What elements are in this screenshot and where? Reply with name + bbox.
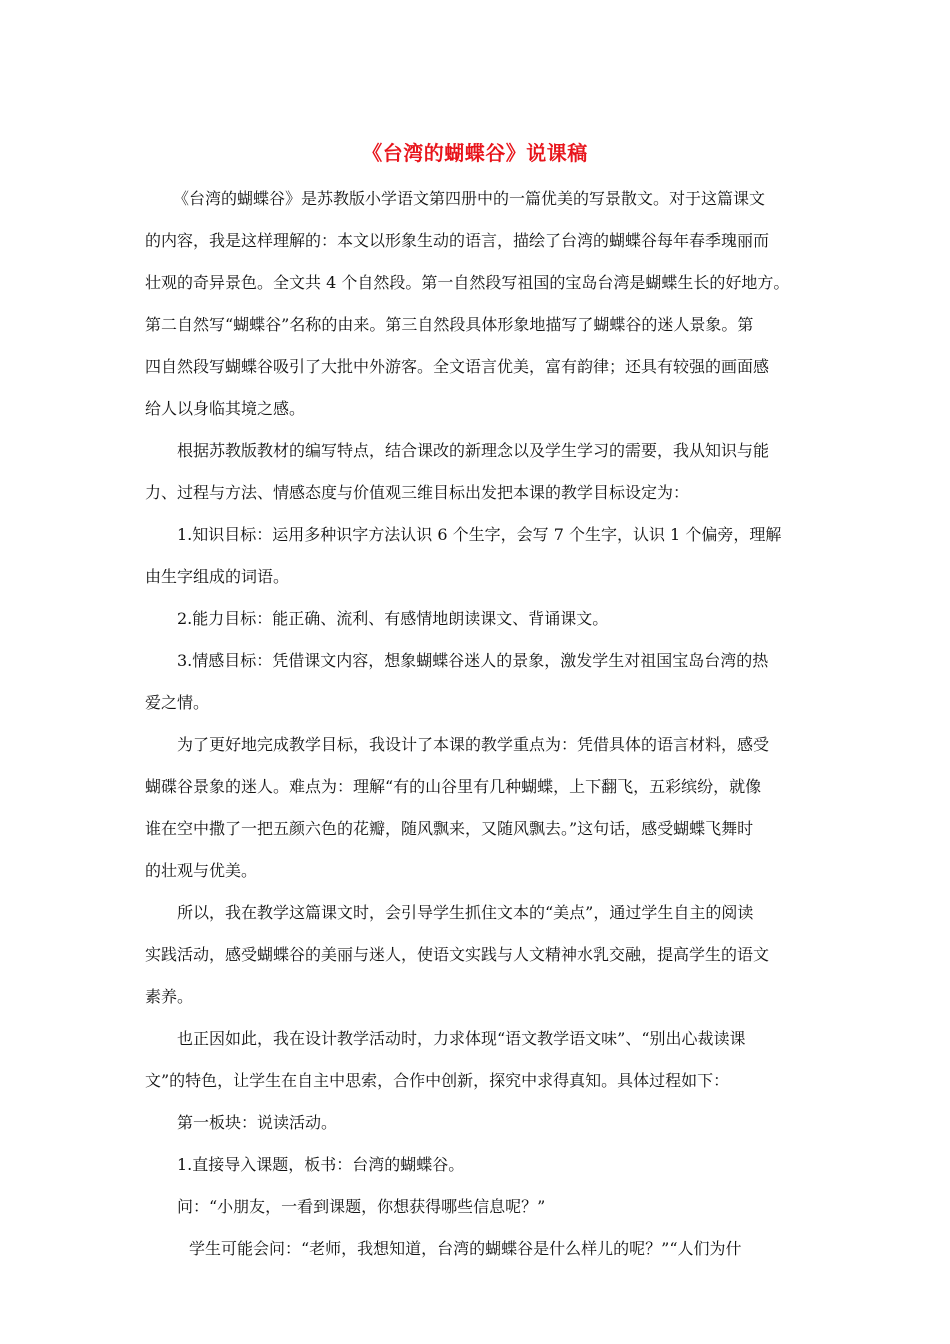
text-line: 的内容，我是这样理解的：本文以形象生动的语言，描绘了台湾的蝴蝶谷每年春季瑰丽而 (145, 231, 770, 250)
text-line: 第一板块：说读活动。 (177, 1113, 338, 1132)
text-line: 1.直接导入课题，板书：台湾的蝴蝶谷。 (177, 1155, 465, 1174)
text-line: 3.情感目标：凭借课文内容，想象蝴蝶谷迷人的景象，激发学生对祖国宝岛台湾的热 (177, 651, 769, 670)
text-line: 实践活动，感受蝴蝶谷的美丽与迷人，使语文实践与人文精神水乳交融，提高学生的语文 (145, 945, 770, 964)
text-line: 谁在空中撒了一把五颜六色的花瓣，随风飘来，又随风飘去。”这句话，感受蝴蝶飞舞时 (145, 819, 754, 838)
text-line: 四自然段写蝴蝶谷吸引了大批中外游客。全文语言优美，富有韵律；还具有较强的画面感 (145, 357, 770, 376)
text-line: 也正因如此，我在设计教学活动时，力求体现“语文教学语文味”、“别出心裁读课 (177, 1029, 746, 1048)
text-line: 问：“小朋友，一看到课题，你想获得哪些信息呢？” (177, 1197, 546, 1216)
text-line: 《台湾的蝴蝶谷》是苏教版小学语文第四册中的一篇优美的写景散文。对于这篇课文 (173, 189, 766, 208)
text-line: 所以，我在教学这篇课文时，会引导学生抓住文本的“美点”，通过学生自主的阅读 (177, 903, 754, 922)
text-line: 1.知识目标：运用多种识字方法认识 6 个生字，会写 7 个生字，认识 1 个偏旁，理解 (177, 525, 782, 544)
text-line: 壮观的奇异景色。全文共 4 个自然段。第一自然段写祖国的宝岛台湾是蝴蝶生长的好地方。 (145, 273, 790, 292)
text-line: 爱之情。 (145, 693, 210, 712)
document-title: 《台湾的蝴蝶谷》说课稿 (362, 141, 588, 165)
text-line: 给人以身临其境之感。 (145, 399, 306, 418)
text-line: 的壮观与优美。 (145, 861, 258, 880)
text-line: 由生字组成的词语。 (145, 567, 290, 586)
text-line: 蝴碟谷景象的迷人。难点为：理解“有的山谷里有几种蝴蝶，上下翻飞，五彩缤纷，就像 (145, 777, 762, 796)
text-line: 学生可能会问：“老师，我想知道，台湾的蝴蝶谷是什么样儿的呢？”“人们为什 (189, 1239, 742, 1258)
text-line: 素养。 (145, 987, 194, 1006)
text-line: 文”的特色，让学生在自主中思索，合作中创新，探究中求得真知。具体过程如下： (145, 1071, 730, 1090)
text-line: 力、过程与方法、情感态度与价值观三维目标出发把本课的教学目标设定为： (145, 483, 690, 502)
text-line: 根据苏教版教材的编写特点，结合课改的新理念以及学生学习的需要，我从知识与能 (177, 441, 770, 460)
text-line: 为了更好地完成教学目标，我设计了本课的教学重点为：凭借具体的语言材料，感受 (177, 735, 770, 754)
text-line: 2.能力目标：能正确、流利、有感情地朗读课文、背诵课文。 (177, 609, 609, 628)
text-line: 第二自然写“蝴蝶谷”名称的由来。第三自然段具体形象地描写了蝴蝶谷的迷人景象。第 (145, 315, 754, 334)
